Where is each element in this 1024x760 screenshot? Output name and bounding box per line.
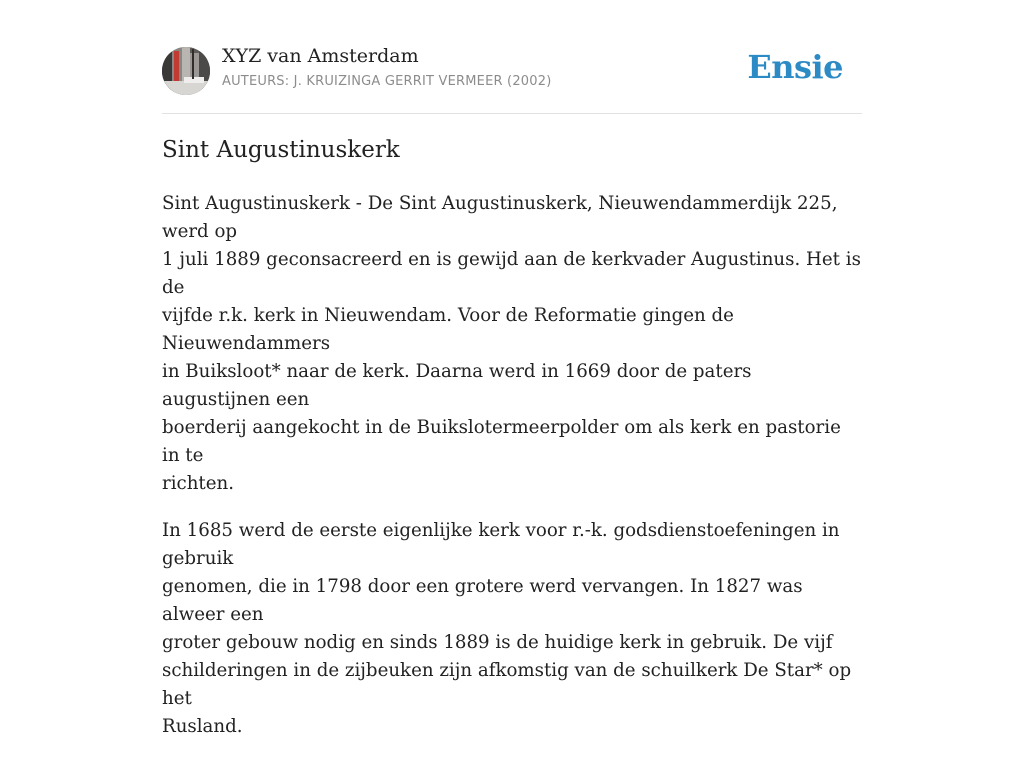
line: groter gebouw nodig en sinds 1889 is de huidige kerk in gebruik. De vijf — [162, 632, 833, 653]
entry-paragraph — [162, 517, 862, 741]
entry-body — [162, 190, 862, 760]
book-cover-image — [162, 47, 210, 95]
book-authors: AUTEURS: J. KRUIZINGA GERRIT VERMEER (2002) — [222, 74, 552, 89]
line: 1 juli 1889 geconsacreerd en is gewijd aan de kerkvader Augustinus. Het is de — [162, 249, 861, 298]
book-title[interactable]: XYZ van Amsterdam — [222, 45, 419, 67]
book-cover-avatar[interactable] — [162, 47, 210, 95]
entry-title: Sint Augustinuskerk — [162, 137, 400, 163]
ensie-logo[interactable]: Ensie — [747, 48, 843, 86]
line: Rusland. — [162, 716, 243, 737]
line: vijfde r.k. kerk in Nieuwendam. Voor de Reformatie gingen de Nieuwendammers — [162, 305, 734, 354]
line: genomen, die in 1798 door een grotere werd vervangen. In 1827 was alweer een — [162, 576, 803, 625]
line: schilderingen in de zijbeuken zijn afkomstig van de schuilkerk De Star* op het — [162, 660, 852, 709]
line: richten. — [162, 473, 234, 494]
book-header — [162, 0, 862, 114]
page-content — [162, 0, 862, 737]
line: Sint Augustinuskerk - De Sint Augustinuskerk, Nieuwendammerdijk 225, werd op — [162, 193, 838, 242]
line: In 1685 werd de eerste eigenlijke kerk voor r.-k. godsdienstoefeningen in gebruik — [162, 520, 840, 569]
entry-paragraph — [162, 190, 862, 498]
line: in Buiksloot* naar de kerk. Daarna werd in 1669 door de paters augustijnen een — [162, 361, 752, 410]
line: boerderij aangekocht in de Buikslotermeerpolder om als kerk en pastorie in te — [162, 417, 841, 466]
